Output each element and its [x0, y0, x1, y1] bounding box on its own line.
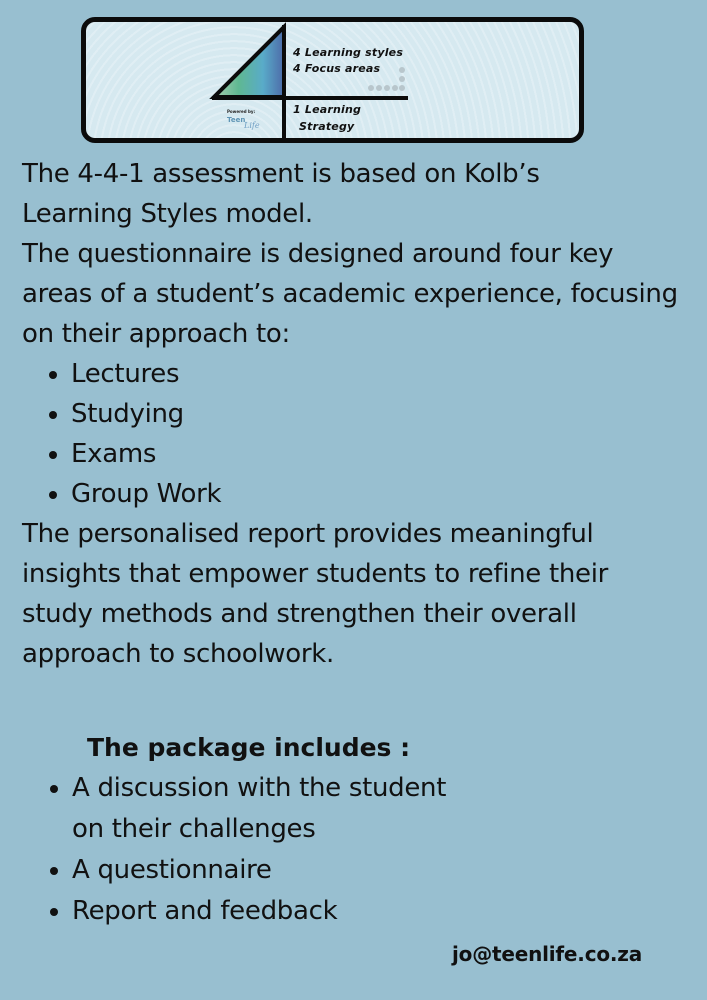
list-item: Report and feedback [47, 891, 507, 932]
list-item: A discussion with the student on their challenges [47, 768, 452, 850]
banner-line-learning: 1 Learning [293, 103, 362, 116]
list-item: A questionnaire [47, 850, 507, 891]
list-item: Lectures [46, 354, 692, 394]
teenlife-logo-teen: Teen [227, 116, 246, 124]
intro-line-2: Learning Styles model. [22, 199, 313, 229]
contact-email-link[interactable]: jo@teenlife.co.za [452, 942, 643, 966]
banner-line-strategy: Strategy [299, 120, 355, 133]
list-item: Exams [46, 434, 692, 474]
questionnaire-paragraph: The questionnaire is designed around four key areas of a student’s academic experience, focusing on their approach to: [22, 239, 678, 349]
list-item: Studying [46, 394, 692, 434]
banner-line-learning-styles: 4 Learning styles [293, 46, 404, 59]
logo-banner [81, 17, 584, 143]
banner-line-focus-areas: 4 Focus areas [293, 62, 381, 75]
teenlife-logo-life: Life [244, 121, 260, 130]
package-title: The package includes : [87, 733, 411, 762]
powered-by-label: Powered by: [227, 109, 256, 114]
intro-line-1: The 4-4-1 assessment is based on Kolb’s [22, 159, 540, 189]
package-items-list [47, 768, 507, 932]
focus-areas-list [22, 354, 692, 514]
list-item: Group Work [46, 474, 692, 514]
report-paragraph: The personalised report provides meaningful insights that empower students to refine their study methods and strengthen their overall approach to schoolwork. [22, 519, 609, 669]
intro-section [22, 154, 692, 674]
